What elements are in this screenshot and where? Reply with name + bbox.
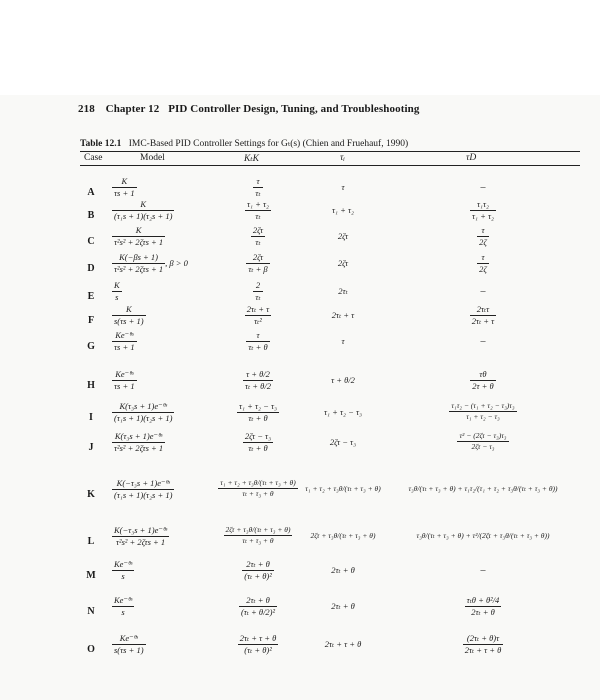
model-cell <box>112 253 216 273</box>
model-cell <box>112 177 216 197</box>
kck-cell <box>216 402 300 422</box>
taud-cell: τ₃θ/(τₜ + τ₃ + θ) + τ₁τ₂/(τ₁ + τ₂ + τ₃θ/(τₜ + τ₃ + θ)) <box>408 484 558 493</box>
col-header-taud: τD <box>466 153 477 163</box>
model-transfer-function-numerator: Ke⁻ᶿˢ <box>112 634 146 645</box>
chapter-label: Chapter 12 <box>105 103 160 115</box>
kck-value <box>251 226 265 246</box>
col-header-kck: KₜK <box>244 154 260 164</box>
taud-value-denominator: 2ζτ − τ₃ <box>471 441 495 451</box>
taud-value-denominator: 2τₜ + τ + θ <box>464 644 502 655</box>
model-transfer-function-denominator: τs + 1 <box>114 380 135 391</box>
model-transfer-function-denominator: s <box>115 291 119 302</box>
kck-cell <box>216 370 300 390</box>
model-transfer-function <box>112 331 137 351</box>
model-transfer-function <box>112 596 134 616</box>
kck-value <box>253 281 262 301</box>
kck-value-numerator: 2τₜ + θ <box>242 560 274 571</box>
kck-value-numerator: 2ζτ − τ₃ <box>244 431 272 441</box>
taud-value-numerator: τ₁τ₂ − (τ₁ + τ₂ − τ₃)τ₃ <box>451 401 515 410</box>
model-transfer-function-denominator: s <box>121 570 125 581</box>
taud-value <box>463 634 504 654</box>
kck-value-numerator: 2ζτ + τ₃θ/(τₜ + τ₃ + θ) <box>225 525 291 534</box>
model-transfer-function-numerator: K <box>112 226 165 237</box>
kck-value-denominator: τₜ + θ <box>248 341 268 352</box>
kck-cell <box>216 560 300 580</box>
taud-cell <box>386 402 580 420</box>
model-transfer-function <box>112 634 146 654</box>
kck-cell <box>216 226 300 246</box>
model-transfer-function-numerator: K <box>112 177 137 188</box>
case-label: A <box>87 187 95 198</box>
taui-cell: 2τₜ + τ + θ <box>324 639 362 649</box>
kck-cell <box>216 634 300 654</box>
model-transfer-function <box>112 253 165 273</box>
model-cell <box>112 305 216 325</box>
taui-cell: 2ζτ <box>337 231 349 241</box>
kck-value <box>246 253 269 273</box>
model-transfer-function-numerator: Ke⁻ᶿˢ <box>114 595 133 605</box>
taui-cell: τ₁ + τ₂ − τ₃ <box>324 407 362 417</box>
kck-value-denominator: τₜ + τ₃ + θ <box>242 535 274 545</box>
kck-cell <box>216 281 300 301</box>
kck-value <box>245 200 271 220</box>
running-header <box>78 103 419 115</box>
taud-cell <box>386 305 580 325</box>
case-label: C <box>87 236 95 247</box>
taud-dash: – <box>480 565 486 576</box>
model-transfer-function <box>112 305 146 325</box>
case-label: M <box>86 570 96 581</box>
taud-cell <box>386 253 580 273</box>
kck-value-numerator: τ <box>246 331 269 342</box>
taud-value-denominator: 2ζ <box>479 263 487 274</box>
kck-value-numerator: 2τₜ + τ + θ <box>239 633 277 643</box>
taud-value <box>457 432 508 450</box>
taud-cell <box>386 634 580 654</box>
taud-value <box>470 200 496 220</box>
taui-cell: τ <box>341 182 345 192</box>
col-header-case: Case <box>84 153 103 163</box>
kck-value-denominator: τₜ² <box>254 315 262 326</box>
kck-cell <box>216 479 300 497</box>
model-transfer-function <box>112 226 165 246</box>
kck-cell <box>216 305 300 325</box>
case-label: H <box>87 380 95 391</box>
case-label: O <box>87 644 95 655</box>
taud-value <box>465 596 502 616</box>
taud-cell: τ₃θ/(τₜ + τ₃ + θ) + τ²/(2ζτ + τ₃θ/(τₜ + τ₃ + θ)) <box>416 531 550 540</box>
kck-value-numerator: 2 <box>253 281 262 292</box>
taud-value-numerator: (2τₜ + θ)τ <box>463 634 504 645</box>
kck-value-denominator: (τₜ + θ)² <box>244 644 272 655</box>
table-label: Table 12.1 <box>80 139 122 149</box>
taud-value-numerator: τ <box>477 226 489 237</box>
model-transfer-function-denominator: s(τs + 1) <box>114 644 144 655</box>
kck-value-numerator: τ <box>253 177 262 188</box>
taui-cell: τ <box>341 336 345 346</box>
taud-value-denominator: τ₁ + τ₂ <box>472 210 494 221</box>
taui-cell: 2ζτ <box>337 258 349 268</box>
model-transfer-function-numerator: K(τ₃s + 1)e⁻ᶿˢ <box>112 432 165 443</box>
kck-value <box>243 432 273 452</box>
model-transfer-function-numerator: K(−βs + 1) <box>112 253 165 264</box>
kck-value-denominator: τₜ + θ/2 <box>245 380 271 391</box>
kck-value <box>224 526 293 544</box>
case-label: E <box>87 291 95 302</box>
taud-value <box>470 305 496 325</box>
taud-value-denominator: 2τₜ + τ <box>471 315 495 326</box>
kck-value-denominator: τₜ <box>255 291 261 302</box>
taud-value-denominator: 2τₜ + θ <box>471 606 495 617</box>
kck-value <box>237 402 279 422</box>
kck-cell <box>216 432 300 452</box>
model-transfer-function <box>112 200 174 220</box>
kck-value-denominator: (τₜ + θ/2)² <box>240 606 276 617</box>
model-transfer-function-denominator: τ²s² + 2ζτs + 1 <box>114 442 164 453</box>
model-cell <box>112 200 216 220</box>
col-header-model: Model <box>140 153 165 163</box>
model-transfer-function-numerator: K <box>112 305 146 316</box>
case-label: F <box>87 315 95 326</box>
model-transfer-function-numerator: K(−τ₃s + 1)e⁻ᶿˢ <box>112 479 174 490</box>
model-cell <box>112 370 216 390</box>
kck-value-denominator: τₜ <box>255 236 261 247</box>
model-cell <box>112 432 216 452</box>
taud-value-numerator: τ₁τ₂ <box>470 200 496 211</box>
taud-value-numerator: 2τₜτ <box>470 305 496 316</box>
table-caption-text: IMC-Based PID Controller Settings for Gₜ(s) (Chien and Fruehauf, 1990) <box>128 139 409 149</box>
taud-value <box>477 253 489 273</box>
case-label: G <box>87 341 95 352</box>
model-condition: , β > 0 <box>165 257 188 268</box>
kck-value-denominator: τₜ + θ <box>248 442 268 453</box>
case-label: D <box>87 263 95 274</box>
taud-cell <box>386 596 580 616</box>
taud-value-numerator: τ² − (2ζτ − τ₃)τ₃ <box>459 431 507 440</box>
model-transfer-function-denominator: s <box>121 606 125 617</box>
kck-value <box>245 305 271 325</box>
taud-value-denominator: τ₁ + τ₂ − τ₃ <box>466 411 500 421</box>
model-cell <box>112 596 216 616</box>
kck-value <box>239 596 277 616</box>
model-cell <box>112 634 216 654</box>
kck-value <box>218 479 297 497</box>
taui-cell: τ₁ + τ₂ <box>332 205 354 215</box>
kck-cell <box>216 177 300 197</box>
model-transfer-function <box>112 177 137 197</box>
kck-cell <box>216 200 300 220</box>
model-transfer-function-numerator: Ke⁻ᶿˢ <box>112 331 137 342</box>
kck-value <box>242 560 274 580</box>
kck-value-denominator: (τₜ + θ)² <box>244 570 272 581</box>
kck-value <box>238 634 279 654</box>
model-transfer-function-numerator: K <box>112 200 174 211</box>
model-transfer-function-denominator: (τ₁s + 1)(τ₂s + 1) <box>114 489 173 500</box>
kck-value-denominator: τₜ + θ <box>248 412 268 423</box>
kck-value-denominator: τₜ + β <box>248 263 268 274</box>
taud-cell <box>386 226 580 246</box>
model-transfer-function <box>112 432 165 452</box>
model-transfer-function <box>112 526 169 546</box>
model-transfer-function <box>112 370 137 390</box>
kck-value-denominator: τₜ <box>255 187 261 198</box>
model-transfer-function-numerator: Ke⁻ᶿˢ <box>112 370 137 381</box>
taud-cell <box>386 200 580 220</box>
taud-value-numerator: τₜθ + θ²/4 <box>466 595 500 605</box>
table-header-rule <box>80 165 580 166</box>
model-transfer-function-denominator: (τ₁s + 1)(τ₂s + 1) <box>114 210 173 221</box>
taui-cell: 2τₜ <box>338 286 348 296</box>
model-cell <box>112 479 216 499</box>
col-header-taui: τᵢ <box>340 153 345 163</box>
model-transfer-function-numerator: K(τ₃s + 1)e⁻ᶿˢ <box>112 402 174 413</box>
taud-value <box>470 370 495 390</box>
taud-value <box>449 402 516 420</box>
model-cell <box>112 331 216 351</box>
model-transfer-function-denominator: τ²s² + 2ζτs + 1 <box>114 236 164 247</box>
taui-cell: 2ζτ − τ₃ <box>329 437 357 447</box>
model-transfer-function-numerator: K(−τ₃s + 1)e⁻ᶿˢ <box>114 525 168 535</box>
model-cell <box>112 226 216 246</box>
model-transfer-function-denominator: τs + 1 <box>114 341 135 352</box>
taud-cell <box>386 432 580 450</box>
case-label: J <box>88 442 94 453</box>
model-transfer-function-denominator: τ²s² + 2ζτs + 1 <box>114 263 164 274</box>
kck-value-numerator: τ₁ + τ₂ <box>247 199 269 209</box>
page-number: 218 <box>78 103 95 115</box>
table-caption <box>80 138 408 149</box>
kck-value <box>243 370 273 390</box>
model-cell <box>112 402 216 422</box>
taud-value-numerator: τθ <box>470 370 495 381</box>
model-transfer-function <box>112 560 134 580</box>
case-label: L <box>87 536 95 547</box>
taui-cell: 2ζτ + τ₃θ/(τₜ + τ₃ + θ) <box>310 531 376 540</box>
taud-value <box>477 226 489 246</box>
taud-cell <box>386 370 580 390</box>
model-transfer-function-numerator: K <box>114 280 120 290</box>
model-transfer-function <box>112 281 122 301</box>
kck-value <box>246 331 269 351</box>
taui-cell: 2τₜ + θ <box>331 565 355 575</box>
taud-value-denominator: 2ζ <box>479 236 487 247</box>
kck-cell <box>216 526 300 544</box>
kck-value-numerator: τ₁ + τ₂ + τ₃θ/(τₜ + τ₃ + θ) <box>220 478 296 487</box>
taud-value-denominator: 2τ + θ <box>472 380 494 391</box>
model-cell <box>112 281 216 301</box>
model-transfer-function <box>112 402 174 422</box>
case-label: N <box>87 606 95 617</box>
kck-cell <box>216 331 300 351</box>
chapter-title: PID Controller Design, Tuning, and Troubleshooting <box>168 103 420 115</box>
kck-value-numerator: 2ζτ <box>246 253 269 264</box>
case-label: K <box>87 489 95 500</box>
kck-value-denominator: τₜ <box>255 210 261 221</box>
model-transfer-function-denominator: τ²s² + 2ζτs + 1 <box>115 536 166 547</box>
kck-value-numerator: τ₁ + τ₂ − τ₃ <box>239 401 277 411</box>
kck-cell <box>216 253 300 273</box>
case-label: B <box>87 210 95 221</box>
kck-value-numerator: 2ζτ <box>252 225 264 235</box>
model-transfer-function-denominator: s(τs + 1) <box>114 315 144 326</box>
kck-value-numerator: τ + θ/2 <box>243 370 273 381</box>
model-transfer-function <box>112 479 174 499</box>
model-cell <box>112 560 216 580</box>
kck-cell <box>216 596 300 616</box>
taui-cell: 2τₜ + τ <box>331 310 355 320</box>
kck-value-denominator: τₜ + τ₃ + θ <box>242 488 274 498</box>
taud-dash: – <box>480 286 486 297</box>
taud-dash: – <box>480 336 486 347</box>
kck-value-numerator: 2τₜ + τ <box>246 304 270 314</box>
taud-value-numerator: τ <box>477 253 489 264</box>
taui-cell: τ₁ + τ₂ + τ₃θ/(τₜ + τ₃ + θ) <box>305 484 381 493</box>
model-transfer-function-denominator: τs + 1 <box>114 187 135 198</box>
taud-dash: – <box>480 182 486 193</box>
model-transfer-function-denominator: (τ₁s + 1)(τ₂s + 1) <box>114 412 173 423</box>
model-cell <box>112 526 216 546</box>
taui-cell: τ + θ/2 <box>331 375 355 385</box>
case-label: I <box>89 412 93 423</box>
model-transfer-function-numerator: Ke⁻ᶿˢ <box>114 559 133 569</box>
taui-cell: 2τₜ + θ <box>331 601 355 611</box>
kck-value-numerator: 2τₜ + θ <box>239 596 277 607</box>
kck-value <box>253 177 262 197</box>
table-top-rule <box>80 151 580 152</box>
